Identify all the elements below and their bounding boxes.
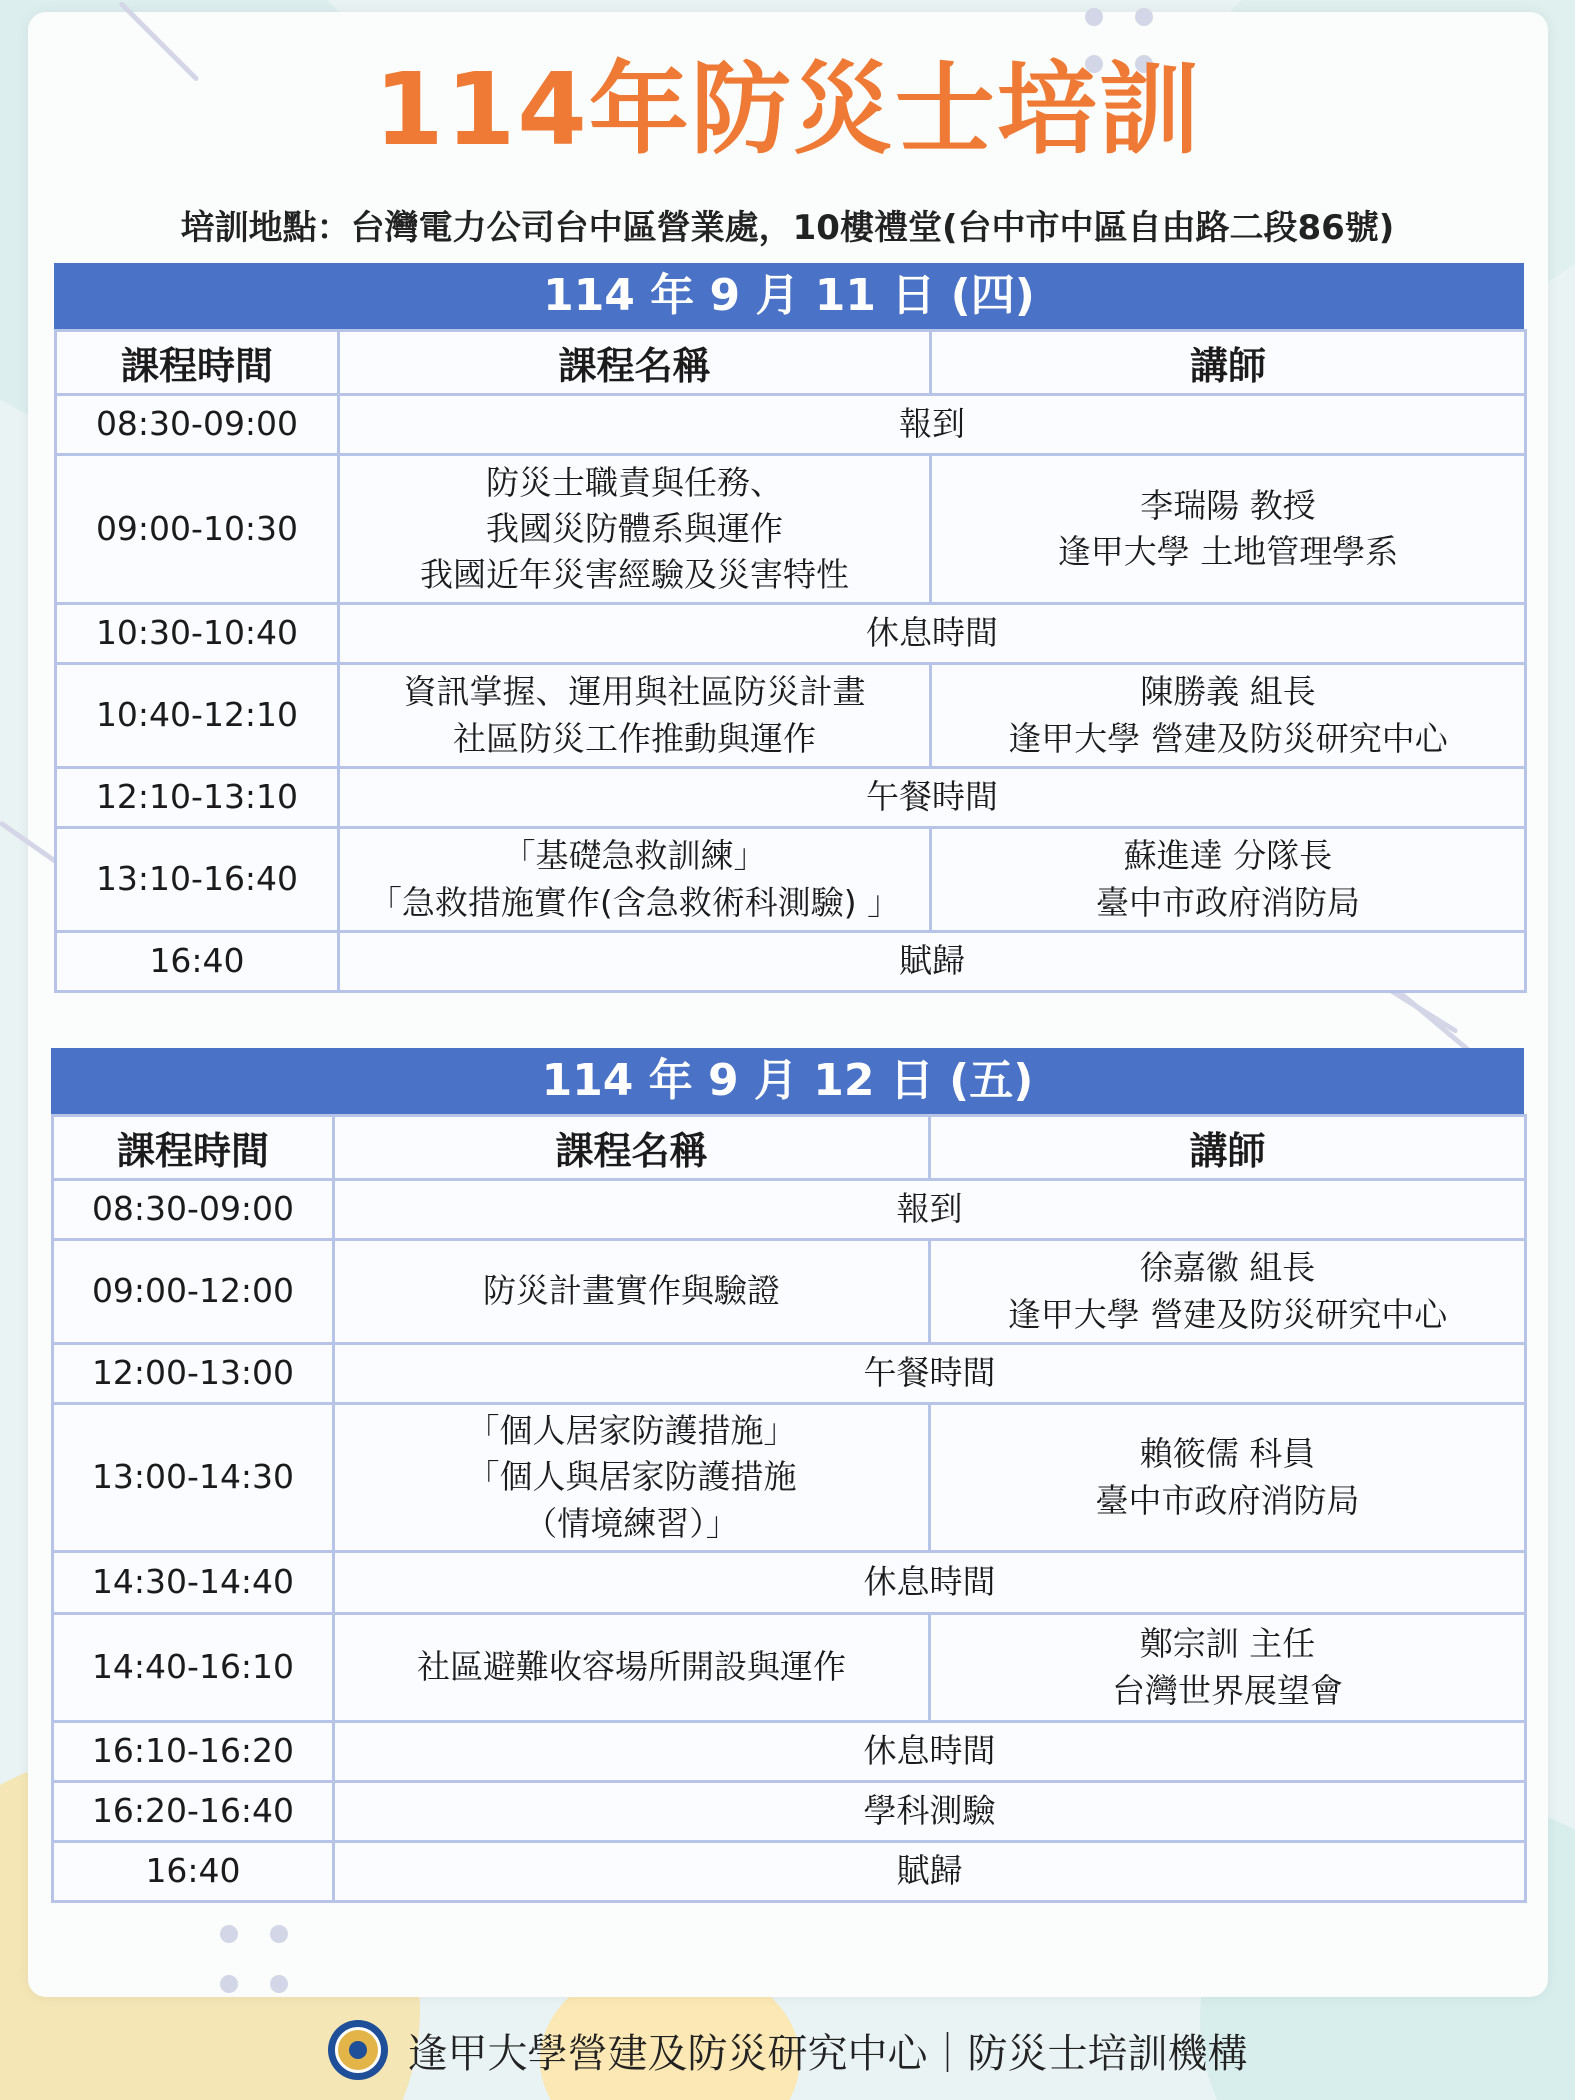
instructor-name: 賴筱儒 科員 [1139,1434,1316,1474]
decor-dot [1135,8,1153,26]
university-seal-icon [328,2020,388,2080]
table-row [56,932,1526,992]
table-row [56,395,1526,455]
schedule-day2 [51,1048,1524,1903]
course-line: 我國近年災害經驗及災害特性 [420,555,849,595]
column-header-course: 課程名稱 [339,331,931,395]
course-line: 防災士職責與任務、 [486,462,783,502]
session-time: 09:00-12:00 [53,1240,334,1344]
session-time: 16:20-16:40 [53,1782,334,1842]
instructor-name: 徐嘉徽 組長 [1139,1248,1316,1288]
schedule-table-day2 [51,1114,1527,1903]
column-header-instructor: 講師 [931,331,1526,395]
session-activity: 學科測驗 [334,1782,1526,1842]
session-activity: 賦歸 [334,1842,1526,1902]
session-time: 10:40-12:10 [56,664,339,768]
decor-dot [270,1975,288,1993]
instructor-name: 李瑞陽 教授 [1140,485,1316,525]
course-name [334,1404,930,1552]
session-activity: 報到 [339,395,1526,455]
session-time: 13:00-14:30 [53,1404,334,1552]
session-activity: 午餐時間 [334,1344,1526,1404]
footer-organization: 逢甲大學營建及防災研究中心｜防災士培訓機構 [407,2030,1248,2077]
course-line: 「基礎急救訓練」 [502,836,767,876]
column-header-time: 課程時間 [56,331,339,395]
instructor [930,1240,1526,1344]
table-row [53,1722,1526,1782]
column-header-course: 課程名稱 [334,1116,930,1180]
table-row [56,664,1526,768]
table-row [53,1404,1526,1552]
day2-date-header: 114 年 9 月 12 日 (五) [51,1048,1524,1114]
session-activity: 報到 [334,1180,1526,1240]
day1-date-header: 114 年 9 月 11 日 (四) [54,263,1524,329]
session-time: 12:00-13:00 [53,1344,334,1404]
decor-dot [270,1925,288,1943]
instructor-affiliation: 逢甲大學 營建及防災研究中心 [1007,1294,1448,1334]
session-time: 14:40-16:10 [53,1614,334,1722]
table-header-row [56,331,1526,395]
instructor-affiliation: 台灣世界展望會 [1112,1670,1343,1710]
session-time: 16:40 [56,932,339,992]
table-row [53,1344,1526,1404]
column-header-instructor: 講師 [930,1116,1526,1180]
course-name: 社區避難收容場所開設與運作 [334,1614,930,1722]
course-name [339,828,931,932]
table-row [56,828,1526,932]
column-header-time: 課程時間 [53,1116,334,1180]
table-header-row [53,1116,1526,1180]
decor-dot [220,1975,238,1993]
session-time: 16:10-16:20 [53,1722,334,1782]
session-activity: 休息時間 [334,1722,1526,1782]
instructor-affiliation: 逢甲大學 營建及防災研究中心 [1008,718,1448,758]
session-activity: 休息時間 [339,604,1526,664]
session-time: 16:40 [53,1842,334,1902]
instructor [931,455,1526,604]
table-row [56,768,1526,828]
session-time: 08:30-09:00 [53,1180,334,1240]
table-row [53,1782,1526,1842]
course-line: （情境練習）」 [524,1503,739,1543]
table-row [53,1614,1526,1722]
instructor-affiliation: 臺中市政府消防局 [1096,882,1360,922]
course-line: 我國災防體系與運作 [486,508,783,548]
table-row [53,1842,1526,1902]
footer [0,2020,1575,2080]
course-line: 「個人居家防護措施」 [466,1411,797,1451]
decor-dot [1085,8,1103,26]
course-name [339,664,931,768]
decor-dot [220,1925,238,1943]
session-time: 13:10-16:40 [56,828,339,932]
schedule-day1 [54,263,1524,993]
course-name [339,455,931,604]
instructor [931,828,1526,932]
course-line: 資訊掌握、運用與社區防災計畫 [403,672,866,712]
instructor-affiliation: 逢甲大學 土地管理學系 [1057,532,1399,571]
table-row [53,1552,1526,1614]
instructor [930,1404,1526,1552]
session-time: 12:10-13:10 [56,768,339,828]
session-time: 14:30-14:40 [53,1552,334,1614]
course-line: 「急救措施實作(含急救術科測驗) 」 [368,882,901,922]
session-time: 09:00-10:30 [56,455,339,604]
course-line: 「個人與居家防護措施 [466,1457,797,1497]
course-name: 防災計畫實作與驗證 [334,1240,930,1344]
page-title: 114年防災士培訓 [374,51,1201,168]
session-activity: 午餐時間 [339,768,1526,828]
instructor [931,664,1526,768]
session-time: 10:30-10:40 [56,604,339,664]
session-activity: 休息時間 [334,1552,1526,1614]
schedule-table-day1 [54,329,1527,993]
instructor [930,1614,1526,1722]
instructor-name: 鄭宗訓 主任 [1139,1624,1316,1664]
instructor-name: 陳勝義 組長 [1140,672,1316,712]
table-row [56,455,1526,604]
instructor-affiliation: 臺中市政府消防局 [1095,1480,1360,1520]
instructor-name: 蘇進達 分隊長 [1123,836,1333,876]
table-row [56,604,1526,664]
course-line: 社區防災工作推動與運作 [453,718,816,758]
table-row [53,1240,1526,1344]
session-activity: 賦歸 [339,932,1526,992]
training-location: 培訓地點：台灣電力公司台中區營業處，10樓禮堂(台中市中區自由路二段86號) [180,208,1395,248]
session-time: 08:30-09:00 [56,395,339,455]
table-row [53,1180,1526,1240]
